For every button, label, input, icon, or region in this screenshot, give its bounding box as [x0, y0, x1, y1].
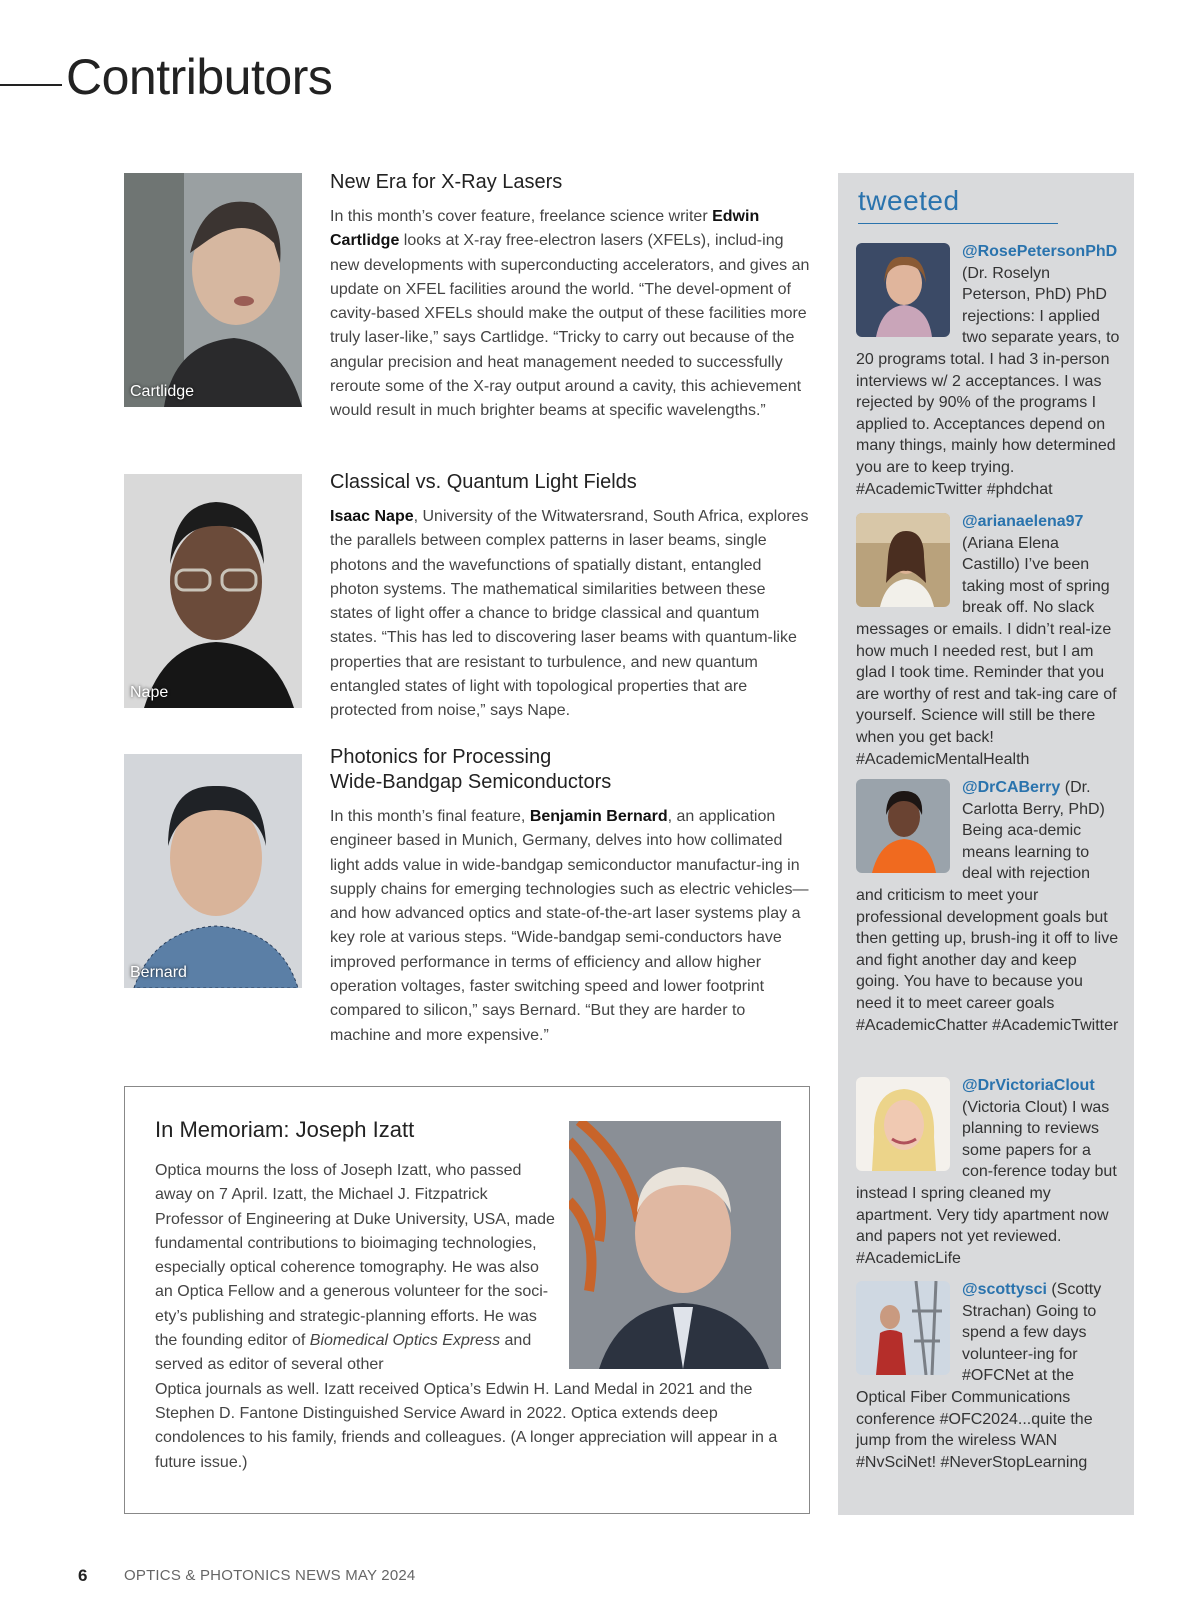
tweet-text: (Victoria Clout) I was planning to reviews some papers for a con-ference today but instead I spring cleaned my apartment. Very tidy apartment now and papers not yet reviewed. #AcademicLife: [856, 1098, 1117, 1267]
memoriam-box: [124, 1086, 810, 1514]
tweet-item: [856, 241, 1120, 500]
nape-photo: [124, 474, 302, 708]
avatar: [856, 1281, 950, 1375]
tweets-heading: tweeted: [858, 185, 960, 216]
photo-caption: Cartlidge: [130, 383, 195, 400]
tweet-handle[interactable]: @scottysci: [962, 1281, 1047, 1298]
article-body: In this month’s final feature, Benjamin Bernard, an application engineer based in Munich, Germany, delves into how collimated light adds value in wide-bandgap semiconductor manufactur-ing in supply chains for emerging technologies such as electric vehicles—and how advanced optics and state-of-the-art laser systems play a key role at various steps. “Wide-bandgap semi-conductors have improved performance in terms of efficiency and allow higher operation voltages, faster switching speed and lower footprint compared to silicon,” says Bernard. “But they are harder to machine and more expensive.”: [330, 808, 809, 1044]
photo-caption: Bernard: [130, 964, 187, 981]
article-wide-bandgap: [330, 745, 810, 1048]
tweet-item: [856, 1075, 1120, 1269]
page-number: 6: [78, 1566, 88, 1585]
tweet-item: [856, 511, 1120, 770]
article-xray-lasers: [330, 170, 810, 424]
publication-footer: OPTICS & PHOTONICS NEWS MAY 2024: [124, 1567, 416, 1584]
tweet-item: [856, 1279, 1120, 1473]
avatar: [856, 513, 950, 607]
article-body: Isaac Nape, University of the Witwatersrand, South Africa, explores the parallels between complex patterns in laser beams, single photons and the wavefunctions of spatially distant, entangled photon systems. The mathematical similarities between these states of light offer a chance to bridge classical and quantum states. “This has led to discovering laser beams with quantum-like properties that are resistant to turbulence, and new quantum entangled states of light with topological properties that are protected from noise,” says Nape.: [330, 508, 809, 720]
tweet-item: [856, 777, 1120, 1036]
cartlidge-photo: [124, 173, 302, 407]
tweet-handle[interactable]: @DrVictoriaClout: [962, 1077, 1095, 1094]
journal-title: Biomedical Optics Express: [309, 1332, 501, 1350]
tweets-heading-rule: [858, 223, 1058, 224]
tweet-text: (Ariana Elena Castillo) I’ve been taking most of spring break off. No slack messages or emails. I didn’t real-ize how much I needed rest, but I am glad I took time. Reminder that you are worthy of rest and tak-ing care of yourself. Science will still be there when you get back! #AcademicMentalHealth: [856, 534, 1117, 768]
photo-caption: Nape: [130, 684, 169, 701]
memoriam-heading: In Memoriam: Joseph Izatt: [155, 1117, 415, 1142]
page-title: Contributors: [66, 49, 333, 105]
author-name: Isaac Nape: [330, 508, 414, 525]
memoriam-body: Optica mourns the loss of Joseph Izatt, who passed away on 7 April. Izatt, the Michael J. Fitzpatrick Professor of Engineering at Duke University, USA, made fundamental contributions to bioimaging technologies, especially optical coherence tomography. He was also an Optica Fellow and a generous volunteer for the soci-ety’s publishing and strategic-planning efforts. He was the founding editor of Biomedical Optics Express and served as editor of several other Optica journals as well. Izatt received Optica’s Edwin H. Land Medal in 2021 and the Stephen D. Fantone Distinguished Service Award in 2022. Optica extends deep condolences to his family, friends and colleagues. (A longer appreciation will appear in a future issue.): [155, 1162, 778, 1471]
author-name: Edwin Cartlidge: [330, 208, 760, 250]
article-quantum-light: [330, 470, 810, 724]
article-heading: Photonics for Processing Wide-Bandgap Semiconductors: [330, 746, 612, 793]
tweet-handle[interactable]: @DrCABerry: [962, 779, 1061, 796]
tweet-text: (Dr. Carlotta Berry, PhD) Being aca-demic means learning to deal with rejection and criticism to meet your professional development goals but then getting up, brush-ing it off to live and fight another day and keep going. You have to because you need it to meet career goals #AcademicChatter #AcademicTwitter: [856, 779, 1119, 1034]
tweet-text: (Dr. Roselyn Peterson, PhD) PhD rejections: I applied two separate years, to 20 programs total. I had 3 in-person interviews w/ 2 acceptances. I was rejected by 90% of the programs I applied to. Acceptances depend on many things, mainly how determined you are to keep trying. #AcademicTwitter #phdchat: [856, 264, 1120, 498]
avatar: [856, 779, 950, 873]
header-rule: [0, 84, 62, 86]
tweet-text: (Scotty Strachan) Going to spend a few days volunteer-ing for #OFCNet at the Optical Fiber Communications conference #OFC2024...quite the jump from the wireless WAN #NvSciNet! #NeverStopLearning: [856, 1281, 1102, 1471]
author-name: Benjamin Bernard: [529, 808, 668, 825]
article-heading: New Era for X-Ray Lasers: [330, 171, 563, 193]
tweet-handle[interactable]: @arianaelena97: [962, 513, 1084, 530]
tweet-handle[interactable]: @RosePetersonPhD: [962, 243, 1118, 260]
article-heading: Classical vs. Quantum Light Fields: [330, 471, 637, 493]
avatar: [856, 243, 950, 337]
avatar: [856, 1077, 950, 1171]
tweets-sidebar: [838, 173, 1134, 1515]
article-body: In this month’s cover feature, freelance science writer Edwin Cartlidge looks at X-ray free-electron lasers (XFELs), includ-ing new developments with superconducting accelerators, and gives an update on XFEL facilities around the world. “The devel-opment of cavity-based XFELs should make the output of these facilities more truly laser-like,” says Cartlidge. “Tricky to carry out because of the angular precision and heat management needed to successfully reroute some of the X-ray output around a cavity, this achievement would result in much brighter beams at specific wavelengths.”: [330, 208, 810, 420]
bernard-photo: [124, 754, 302, 988]
